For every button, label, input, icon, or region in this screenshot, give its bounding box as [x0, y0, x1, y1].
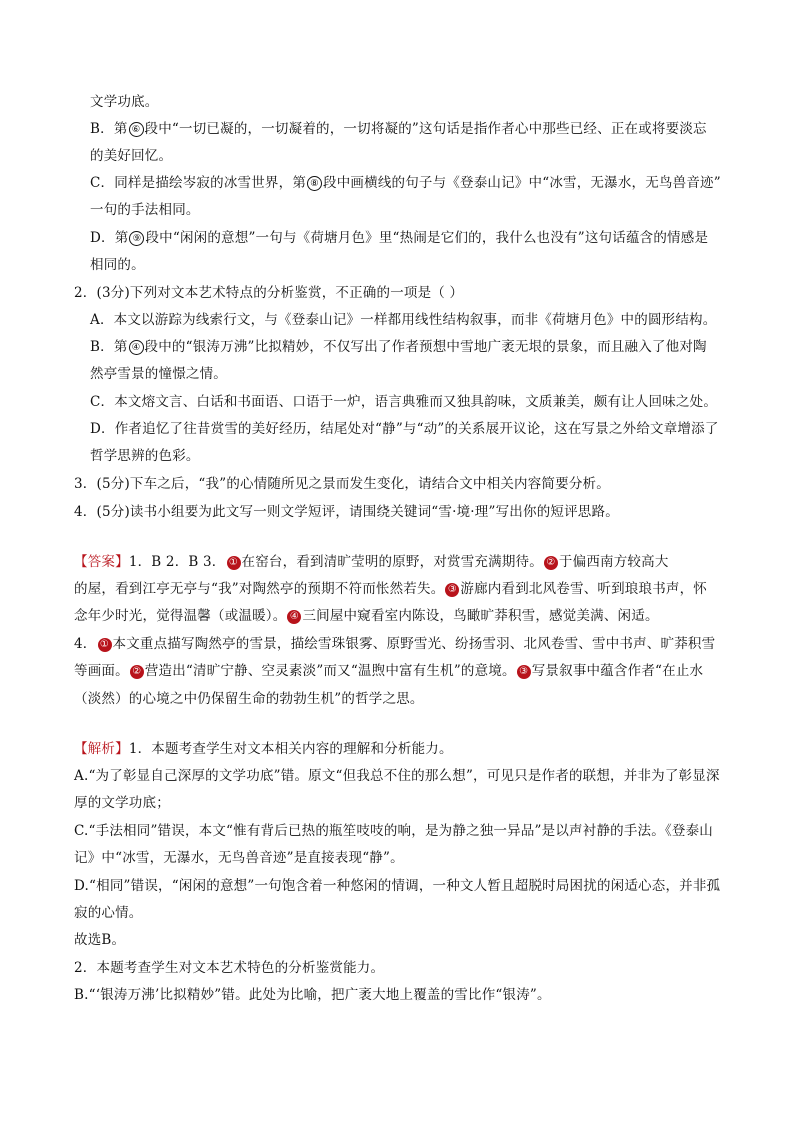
- q2-option-b-cont: 然亭雪景的憧憬之情。: [90, 366, 227, 382]
- paragraph-number-icon: ⑧: [307, 176, 322, 191]
- q2-option-c: C．本文熔文言、白话和书面语、口语于一炉，语言典雅而又独具韵味，文质兼美，颇有让人回味之处。: [90, 394, 718, 410]
- number-icon: ②: [544, 556, 558, 570]
- answer-line-4: 4． ① 本文重点描写陶然亭的雪景，描绘雪珠银雾、原野雪光、纷扬雪羽、北风卷雪、雪中书声、旷莽积雪: [74, 636, 716, 652]
- q2-option-d-cont: 哲学思辨的色彩。: [90, 448, 200, 464]
- q2-option-b: B．第 ④ 段中的“银涛万沸”比拟精妙，不仅写出了作者预想中雪地广袤无垠的景象，而且融入了他对陶: [90, 339, 707, 355]
- analysis-label: 【解析】: [74, 741, 129, 757]
- q1-tail: 文学功底。: [90, 94, 159, 110]
- q1-option-c-cont: 一句的手法相同。: [90, 202, 200, 218]
- paragraph-number-icon: ④: [129, 340, 144, 355]
- number-icon: ④: [287, 610, 301, 624]
- analysis-line-4: C.“手法相同”错误，本文“惟有背后已热的瓶笙吱吱的响，是为静之独一异品”是以声衬静的手法。《登泰山: [74, 823, 713, 839]
- number-icon: ①: [227, 556, 241, 570]
- number-icon: ③: [445, 583, 459, 597]
- number-icon: ①: [98, 638, 112, 652]
- paragraph-number-icon: ⑥: [129, 122, 144, 137]
- question-3: 3．(5分)下车之后，“我”的心情随所见之景而发生变化，请结合文中相关内容简要分析。: [74, 476, 610, 492]
- analysis-line-8: 故选B。: [74, 932, 126, 948]
- answer-line-5: 等画面。 ② 营造出“清旷宁静、空灵素淡”而又“温煦中富有生机”的意境。 ③ 写景叙事中蕴含作者“在止水: [74, 663, 704, 679]
- analysis-line-6: D.“相同”错误，“闲闲的意想”一句饱含着一种悠闲的情调，一种文人暂且超脱时局困扰的闲适心态，并非孤: [74, 878, 721, 894]
- q1-option-c: C．同样是描绘岑寂的冰雪世界，第 ⑧ 段中画横线的句子与《登泰山记》中“冰雪，无瀑水，无鸟兽音迹”: [90, 175, 721, 191]
- answer-label: 【答案】: [74, 554, 129, 570]
- analysis-line-1: 【解析】1．本题考查学生对文本相关内容的理解和分析能力。: [74, 741, 453, 757]
- question-2-stem: 2．(3分)下列对文本艺术特点的分析鉴赏，不正确的一项是（ ）: [74, 285, 464, 301]
- paragraph-number-icon: ⑨: [129, 231, 144, 246]
- answer-line-6: （淡然）的心境之中仍保留生命的勃勃生机”的哲学之思。: [74, 691, 424, 707]
- number-icon: ②: [130, 665, 144, 679]
- analysis-line-7: 寂的心情。: [74, 905, 143, 921]
- q2-option-a: A．本文以游踪为线索行文，与《登泰山记》一样都用线性结构叙事，而非《荷塘月色》中的圆形结构。: [90, 312, 717, 328]
- analysis-line-3: 厚的文学功底；: [74, 795, 170, 811]
- analysis-line-10: B.“‘银涛万沸’比拟精妙”错。此处为比喻，把广袤大地上覆盖的雪比作“银涛”。: [74, 987, 551, 1003]
- analysis-line-9: 2．本题考查学生对文本艺术特色的分析鉴赏能力。: [74, 960, 385, 976]
- answer-line-3: 念年少时光，觉得温馨（或温暖）。 ④ 三间屋中窥看室内陈设，鸟瞰旷莽积雪，感觉美满、闲适。: [74, 608, 659, 624]
- q2-option-d: D．作者追忆了往昔赏雪的美好经历，结尾处对“静”与“动”的关系展开议论，这在写景之外给文章增添了: [90, 421, 719, 437]
- q1-option-b-cont: 的美好回忆。: [90, 148, 173, 164]
- analysis-line-5: 记》中“冰雪，无瀑水，无鸟兽音迹”是直接表现“静”。: [74, 850, 404, 866]
- q1-option-d-cont: 相同的。: [90, 257, 145, 273]
- analysis-line-2: A.“为了彰显自己深厚的文学功底”错。原文“但我总不住的那么想”，可见只是作者的联想，并非为了彰显深: [74, 768, 720, 784]
- question-4: 4．(5分)读书小组要为此文写一则文学短评，请围绕关键词“雪·境·理”写出你的短评思路。: [74, 504, 619, 520]
- q1-option-b: B．第 ⑥ 段中“一切已凝的，一切凝着的，一切将凝的”这句话是指作者心中那些已经、正在或将要淡忘: [90, 121, 707, 137]
- answer-line-1: 【答案】1．B 2．B 3． ① 在窑台，看到清旷莹明的原野，对赏雪充满期待。 ② 于偏西南方较高大: [74, 554, 669, 570]
- answer-line-2: 的屋，看到江亭无亭与“我”对陶然亭的预期不符而怅然若失。 ③ 游廊内看到北风卷雪、听到琅琅书声，怀: [74, 581, 708, 597]
- number-icon: ③: [517, 665, 531, 679]
- q1-option-d: D．第 ⑨ 段中“闲闲的意想”一句与《荷塘月色》里“热闹是它们的，我什么也没有”这句话蕴含的情感是: [90, 230, 709, 246]
